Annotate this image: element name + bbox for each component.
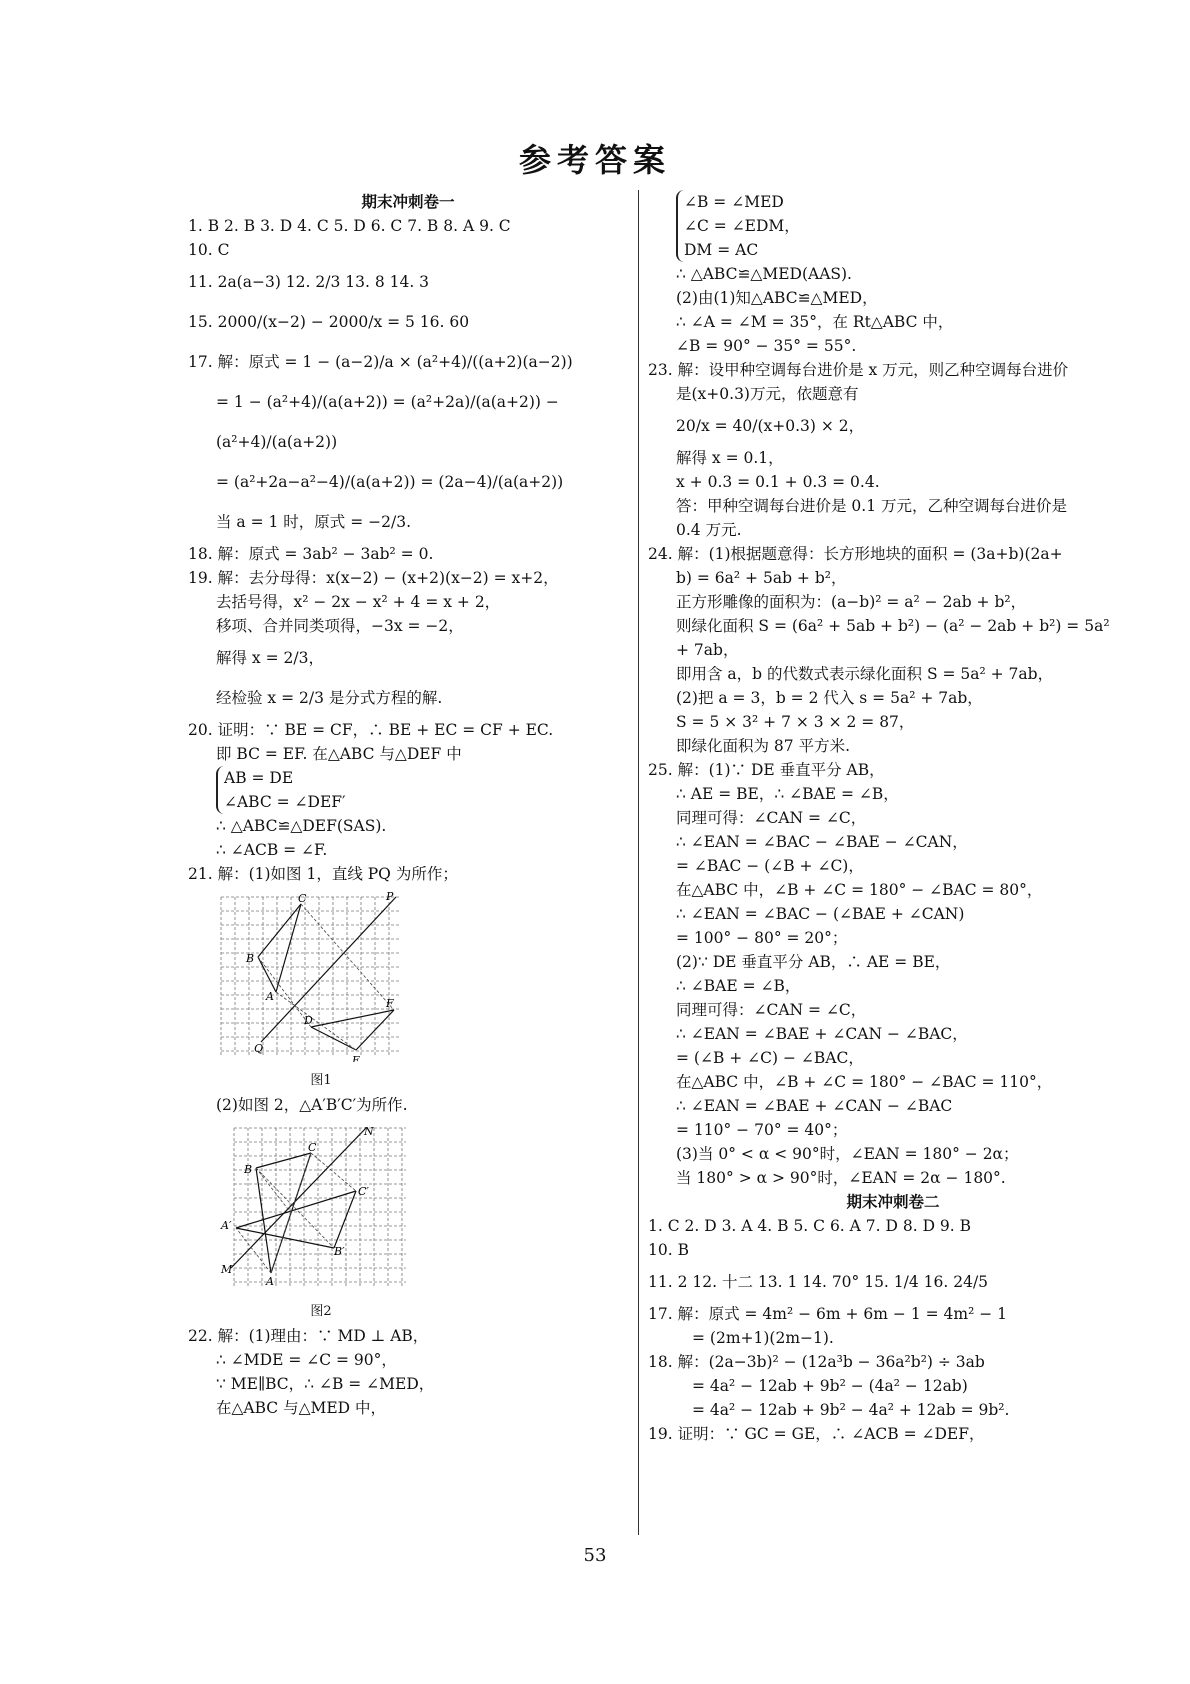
figure-line [311,1010,394,1027]
answer-line: ∴ ∠EAN = ∠BAC − (∠BAE + ∠CAN) [676,905,965,923]
answer-line: 即用含 a，b 的代数式表示绿化面积 S = 5a² + 7ab， [676,665,1054,683]
figure-label: C′ [358,1185,369,1198]
answer-line: = 100° − 80° = 20°； [676,929,848,947]
answer-line [188,766,628,814]
answer-line: 正方形雕像的面积为：(a−b)² = a² − 2ab + b²， [676,593,1027,611]
answer-line: (2)如图 2，△A′B′C′为所作. [216,1096,408,1114]
page-title: 参考答案 [518,141,671,179]
figure-line [261,897,396,1042]
figure-label: C [308,1141,317,1154]
figure-line [256,1168,334,1248]
answer-line: 在△ABC 中，∠B + ∠C = 180° − ∠BAC = 80°， [676,881,1043,899]
answer-line: = ∠BAC − (∠B + ∠C)， [676,857,864,875]
figure-line [311,1027,356,1050]
section-heading: 期末冲刺卷一 [361,192,455,211]
answer-line: 10. C [188,241,230,259]
answer-line: 去括号得，x² − 2x − x² + 4 = x + 2， [216,593,501,611]
figure-label: P [386,892,394,903]
equation-line: ∠B = ∠MED [684,193,784,211]
column-divider [638,190,639,1535]
answer-line: 11. 2 12. 十二 13. 1 14. 70° 15. 1/4 16. 24/5 [648,1273,989,1291]
figure-line [301,904,394,1010]
page-number: 53 [583,1545,607,1566]
answer-line: ∴ ∠MDE = ∠C = 90°， [216,1351,397,1369]
answer-line: 解得 x = 2/3， [216,649,324,667]
answer-line: 1. B 2. B 3. D 4. C 5. D 6. C 7. B 8. A 9. C [188,217,511,235]
answer-line: 18. 解：原式 = 3ab² − 3ab² = 0. [188,545,434,563]
answer-line: 24. 解：(1)根据题意得：长方形地块的面积 = (3a+b)(2a+ [648,545,1063,563]
answer-line: 22. 解：(1)理由：∵ MD ⊥ AB， [188,1327,429,1345]
figure-label: N [364,1125,374,1138]
figure-caption: 图1 [310,1073,332,1088]
figure-label: B′ [334,1245,345,1258]
answer-line: ∴ ∠EAN = ∠BAE + ∠CAN − ∠BAC， [676,1025,968,1043]
answer-line: 则绿化面积 S = (6a² + 5ab + b²) − (a² − 2ab + b²) = 5a² [676,617,1110,635]
figure-label: A′ [221,1219,232,1232]
answer-line: 25. 解：(1)∵ DE 垂直平分 AB， [648,761,885,779]
answer-line: 20/x = 40/(x+0.3) × 2， [676,417,865,435]
answer-line: 18. 解：(2a−3b)² − (12a³b − 36a²b²) ÷ 3ab [648,1353,985,1371]
figure-label: B [244,1163,253,1176]
answer-line: 19. 证明：∵ GC = GE，∴ ∠ACB = ∠DEF， [648,1425,985,1443]
answer-line: 17. 解：原式 = 4m² − 6m + 6m − 1 = 4m² − 1 [648,1305,1008,1323]
figure-line [256,1153,311,1168]
figure-label: E [352,1054,361,1062]
answer-line: 21. 解：(1)如图 1，直线 PQ 为所作； [188,865,458,883]
figure-label: A [266,990,274,1003]
equation-line: AB = DE [224,769,294,787]
answer-line: b) = 6a² + 5ab + b²， [676,569,847,587]
answer-line: 经检验 x = 2/3 是分式方程的解. [216,689,443,707]
answer-line: 在△ABC 与△MED 中， [216,1399,387,1417]
answer-line: 23. 解：设甲种空调每台进价是 x 万元，则乙种空调每台进价 [648,361,1069,379]
figure-label: D [304,1014,313,1027]
answer-line: 移项、合并同类项得，−3x = −2， [216,617,464,635]
answer-line: 当 180° > α > 90°时，∠EAN = 2α − 180°. [676,1169,1006,1187]
answer-line: (2)∵ DE 垂直平分 AB，∴ AE = BE， [676,953,951,971]
equation-system [216,766,346,814]
answer-line: ∴ ∠A = ∠M = 35°，在 Rt△ABC 中， [676,313,954,331]
figure-label: F [386,997,394,1010]
figure-2 [216,1123,416,1293]
answer-line: (2)把 a = 3，b = 2 代入 s = 5a² + 7ab， [676,689,983,707]
answer-line: ∴ ∠ACB = ∠F. [216,841,328,859]
answer-line: = 4a² − 12ab + 9b² − (4a² − 12ab) [692,1377,968,1395]
answer-line: 当 a = 1 时，原式 = −2/3. [216,513,411,531]
answer-line: 是(x+0.3)万元，依题意有 [676,385,859,403]
answer-line: = 4a² − 12ab + 9b² − 4a² + 12ab = 9b². [692,1401,1010,1419]
answer-line: 0.4 万元. [676,521,742,539]
answer-line: = 110° − 70° = 40°； [676,1121,848,1139]
answer-line: ∴ △ABC≌△MED(AAS). [676,265,852,283]
answer-line: 即绿化面积为 87 平方米. [676,737,851,755]
answer-line: 同理可得：∠CAN = ∠C， [676,1001,867,1019]
figure-line [276,904,301,992]
section-heading: 期末冲刺卷二 [846,1192,940,1211]
answer-line: 在△ABC 中，∠B + ∠C = 180° − ∠BAC = 110°， [676,1073,1053,1091]
figure-line [334,1191,356,1248]
right-column [648,190,1138,1446]
answer-line: (3)当 0° < α < 90°时，∠EAN = 180° − 2α； [676,1145,1019,1163]
answer-line: ∴ ∠EAN = ∠BAE + ∠CAN − ∠BAC [676,1097,953,1115]
answer-line: 20. 证明：∵ BE = CF，∴ BE + EC = CF + EC. [188,721,554,739]
equation-system [676,190,800,262]
answer-line: = 1 − (a²+4)/(a(a+2)) = (a²+2a)/(a(a+2)) − (a²+4)/(a(a+2)) [216,393,559,451]
answer-line: ∴ △ABC≌△DEF(SAS). [216,817,387,835]
figure-label: Q [254,1042,264,1055]
answer-line: S = 5 × 3² + 7 × 3 × 2 = 87， [676,713,915,731]
answer-line [216,892,628,1069]
left-column [188,190,628,1420]
answer-line: = (2m+1)(2m−1). [692,1329,834,1347]
equation-line: ∠C = ∠EDM， [684,217,800,235]
figure-label: C [298,892,307,905]
figure-label: M [221,1263,233,1276]
answer-line [216,1123,628,1300]
answer-line: = (∠B + ∠C) − ∠BAC， [676,1049,864,1067]
answer-line: = (a²+2a−a²−4)/(a(a+2)) = (2a−4)/(a(a+2)) [216,473,564,491]
figure-line [276,992,356,1050]
answer-line: 15. 2000/(x−2) − 2000/x = 5 16. 60 [188,313,470,331]
equation-line: ∠ABC = ∠DEF′ [224,793,346,811]
answer-line: 10. B [648,1241,689,1259]
answer-line: + 7ab， [676,641,739,659]
answer-line: x + 0.3 = 0.1 + 0.3 = 0.4. [676,473,880,491]
answer-line: 解得 x = 0.1， [676,449,784,467]
answer-line: 答：甲种空调每台进价是 0.1 万元，乙种空调每台进价是 [676,497,1068,515]
answer-line [648,190,1138,262]
answer-line: ∴ AE = BE，∴ ∠BAE = ∠B， [676,785,899,803]
answer-line: 1. C 2. D 3. A 4. B 5. C 6. A 7. D 8. D 9. B [648,1217,972,1235]
figure-line [258,904,301,957]
figure-label: B [246,952,255,965]
answer-line: 17. 解：原式 = 1 − (a−2)/a × (a²+4)/((a+2)(a−2)) [188,353,573,371]
figure-line [258,957,276,992]
answer-line: 同理可得：∠CAN = ∠C， [676,809,867,827]
answer-line: 19. 解：去分母得：x(x−2) − (x+2)(x−2) = x+2， [188,569,559,587]
figure-1 [216,892,416,1062]
answer-line: ∵ ME∥BC，∴ ∠B = ∠MED， [216,1375,435,1393]
answer-line: 11. 2a(a−3) 12. 2/3 13. 8 14. 3 [188,273,430,291]
equation-line: DM = AC [684,241,759,259]
answer-line: (2)由(1)知△ABC≌△MED， [676,289,878,307]
figure-caption: 图2 [310,1304,332,1319]
answer-line: 即 BC = EF. 在△ABC 与△DEF 中 [216,745,462,763]
answer-line: ∴ ∠BAE = ∠B， [676,977,801,995]
figure-label: A [266,1275,274,1288]
answer-line: ∠B = 90° − 35° = 55°. [676,337,857,355]
answer-line: ∴ ∠EAN = ∠BAC − ∠BAE − ∠CAN， [676,833,968,851]
